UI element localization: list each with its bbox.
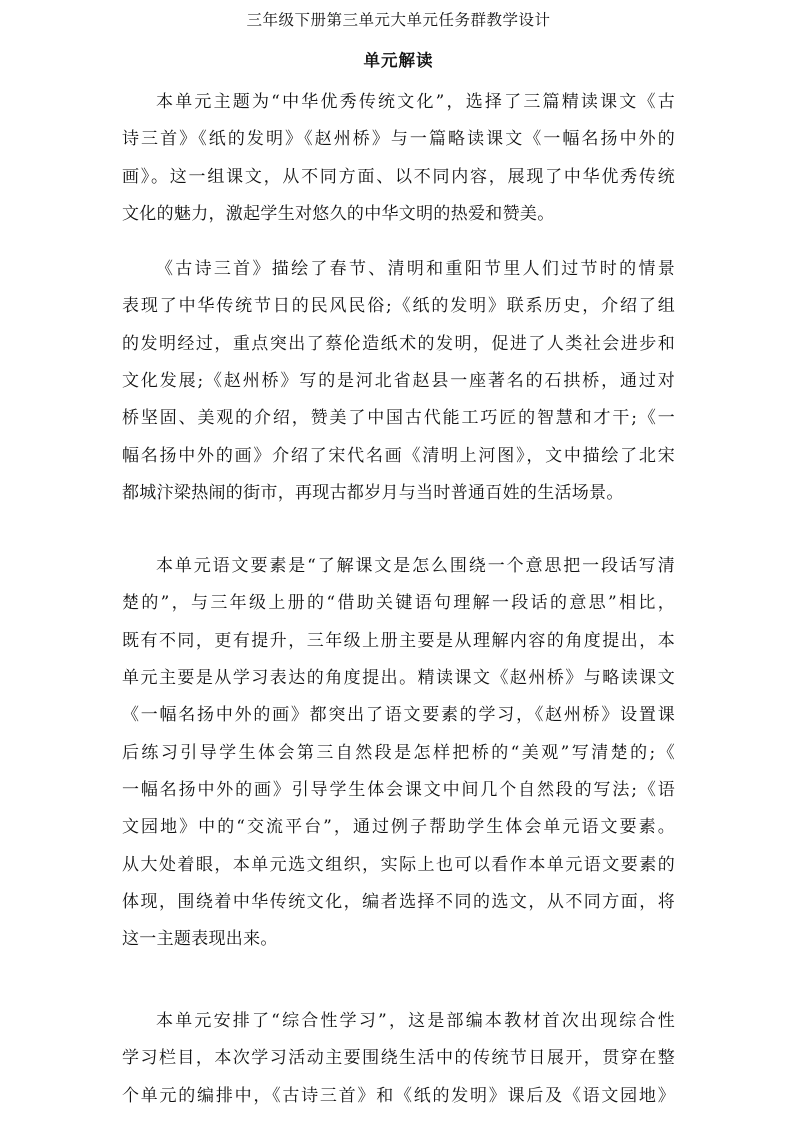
paragraph-4 [122, 1003, 675, 1115]
text-line: 诗三首》《纸的发明》《赵州桥》与一篇略读课文《一幅名扬中外的 [122, 129, 675, 150]
text-line: 个单元的编排中，《古诗三首》和《纸的发明》课后及《语文园地》 [122, 1085, 675, 1106]
text-line: 幅名扬中外的画》介绍了宋代名画《清明上河图》，文中描绘了北宋 [122, 445, 675, 466]
text-line: 《古诗三首》描绘了春节、清明和重阳节里人们过节时的情景 [156, 259, 675, 279]
text-line: 既有不同，更有提升，三年级上册主要是从理解内容的角度提出，本 [122, 630, 675, 651]
text-line: 单元主要是从学习表达的角度提出。精读课文《赵州桥》与略读课文 [122, 668, 675, 689]
text-line: 本单元主题为“中华优秀传统文化”，选择了三篇精读课文《古 [156, 92, 675, 112]
paragraph-1 [122, 84, 675, 233]
text-line: 《一幅名扬中外的画》都突出了语文要素的学习，《赵州桥》设置课 [122, 705, 675, 726]
document-title: 三年级下册第三单元大单元任务群教学设计 [246, 11, 551, 29]
text-line: 的发明经过，重点突出了蔡伦造纸术的发明，促进了人类社会进步和 [122, 333, 675, 354]
text-line: 学习栏目，本次学习活动主要围绕生活中的传统节日展开，贯穿在整 [122, 1048, 675, 1069]
text-line: 文化的魅力，激起学生对悠久的中华文明的热爱和赞美。 [122, 204, 555, 225]
paragraph-3 [122, 548, 675, 959]
text-line: 表现了中华传统节日的民风民俗;《纸的发明》联系历史，介绍了组 [122, 296, 675, 317]
text-line: 本单元语文要素是“了解课文是怎么围绕一个意思把一段话写清 [156, 556, 675, 576]
text-line: 本单元安排了“综合性学习”，这是部编本教材首次出现综合性 [156, 1011, 675, 1031]
text-line: 后练习引导学生体会第三自然段是怎样把桥的“美观”写清楚的;《 [122, 742, 675, 763]
text-line: 文园地》中的“交流平台”，通过例子帮助学生体会单元语文要素。 [122, 817, 675, 838]
text-line: 桥坚固、美观的介绍，赞美了中国古代能工巧匠的智慧和才干;《一 [122, 408, 675, 429]
text-line: 从大处着眼，本单元选文组织，实际上也可以看作本单元语文要素的 [122, 854, 675, 875]
text-line: 画》。这一组课文，从不同方面、以不同内容，展现了中华优秀传统 [122, 166, 675, 187]
text-line: 楚的”，与三年级上册的“借助关键语句理解一段话的意思”相比， [122, 593, 675, 614]
text-line: 文化发展;《赵州桥》写的是河北省赵县一座著名的石拱桥，通过对 [122, 371, 675, 392]
paragraph-2 [122, 251, 675, 512]
text-line: 这一主题表现出来。 [122, 929, 278, 950]
text-line: 一幅名扬中外的画》引导学生体会课文中间几个自然段的写法;《语 [122, 780, 675, 801]
text-line: 体现，围绕着中华传统文化，编者选择不同的选文，从不同方面，将 [122, 892, 675, 913]
text-line: 都城汴梁热闹的街市，再现古都岁月与当时普通百姓的生活场景。 [122, 483, 624, 504]
section-heading: 单元解读 [363, 51, 434, 70]
